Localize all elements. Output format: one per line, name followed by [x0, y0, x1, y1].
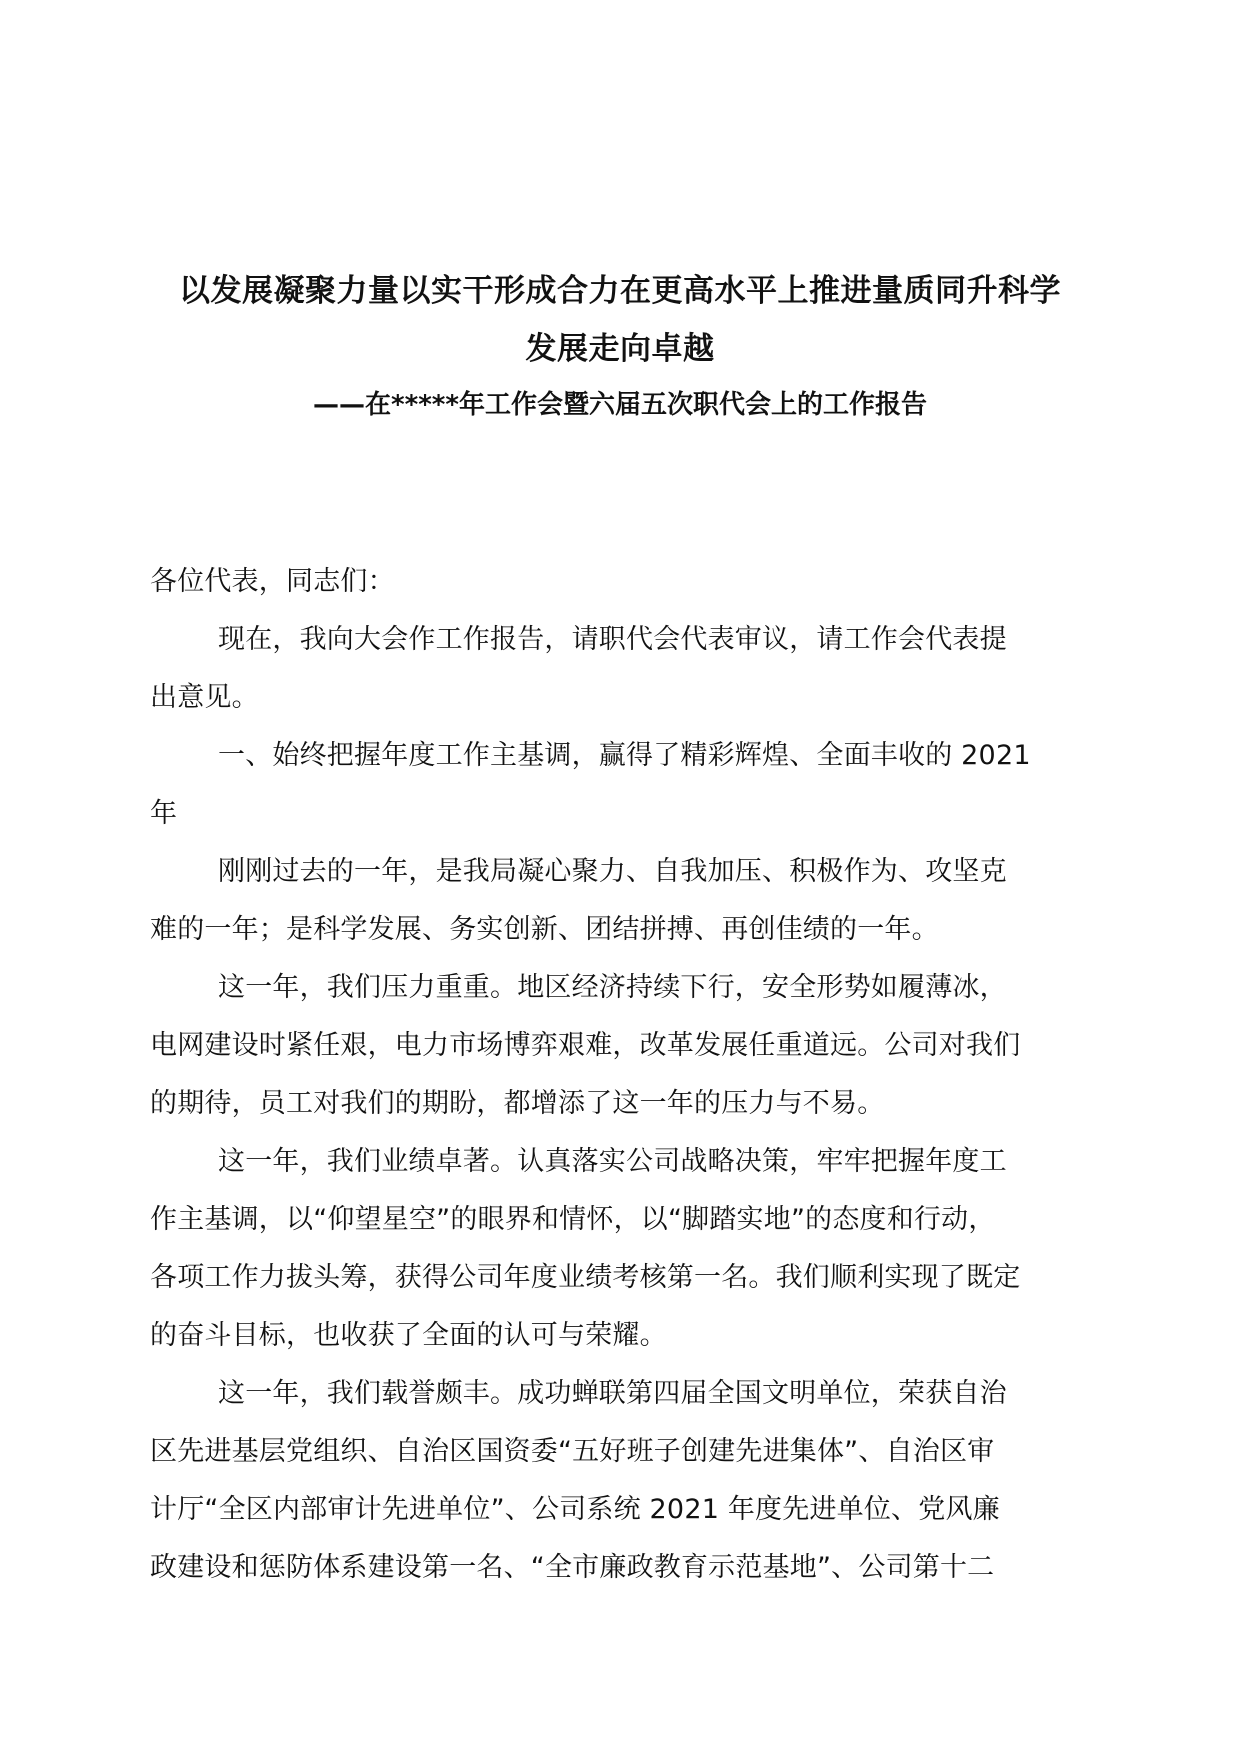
body-line: 各项工作力拔头筹，获得公司年度业绩考核第一名。我们顺利实现了既定 — [150, 1262, 1021, 1293]
document-subtitle: ——在*****年工作会暨六届五次职代会上的工作报告 — [313, 390, 927, 420]
body-line: 这一年，我们压力重重。地区经济持续下行，安全形势如履薄冰， — [218, 972, 1007, 1003]
body-line: 的期待，员工对我们的期盼，都增添了这一年的压力与不易。 — [150, 1088, 885, 1119]
body-line: 作主基调，以“仰望星空”的眼界和情怀，以“脚踏实地”的态度和行动， — [150, 1204, 996, 1235]
greeting: 各位代表，同志们： — [150, 566, 395, 597]
document-title-line-1: 以发展凝聚力量以实干形成合力在更高水平上推进量质同升科学 — [179, 273, 1061, 309]
document-body — [150, 553, 1110, 1597]
body-line: 政建设和惩防体系建设第一名、“全市廉政教育示范基地”、公司第十二 — [150, 1552, 995, 1583]
body-line: 区先进基层党组织、自治区国资委“五好班子创建先进集体”、自治区审 — [150, 1436, 995, 1467]
body-line: 这一年，我们载誉颇丰。成功蝉联第四届全国文明单位，荣获自治 — [218, 1378, 1007, 1409]
body-line: 电网建设时紧任艰，电力市场博弈艰难，改革发展任重道远。公司对我们 — [150, 1030, 1021, 1061]
body-line: 计厅“全区内部审计先进单位”、公司系统 2021 年度先进单位、党风廉 — [150, 1494, 1000, 1525]
body-line: 这一年，我们业绩卓著。认真落实公司战略决策，牢牢把握年度工 — [218, 1146, 1007, 1177]
body-line: 年 — [150, 798, 178, 829]
body-line: 一、始终把握年度工作主基调，赢得了精彩辉煌、全面丰收的 2021 — [218, 740, 1031, 771]
body-line: 现在，我向大会作工作报告，请职代会代表审议，请工作会代表提 — [218, 624, 1007, 655]
body-line: 的奋斗目标，也收获了全面的认可与荣耀。 — [150, 1320, 667, 1351]
body-line: 出意见。 — [150, 682, 259, 713]
body-line: 刚刚过去的一年，是我局凝心聚力、自我加压、积极作为、攻坚克 — [218, 856, 1007, 887]
title-block — [140, 262, 1100, 428]
document-title-line-2: 发展走向卓越 — [525, 331, 715, 367]
body-line: 难的一年；是科学发展、务实创新、团结拼搏、再创佳绩的一年。 — [150, 914, 939, 945]
